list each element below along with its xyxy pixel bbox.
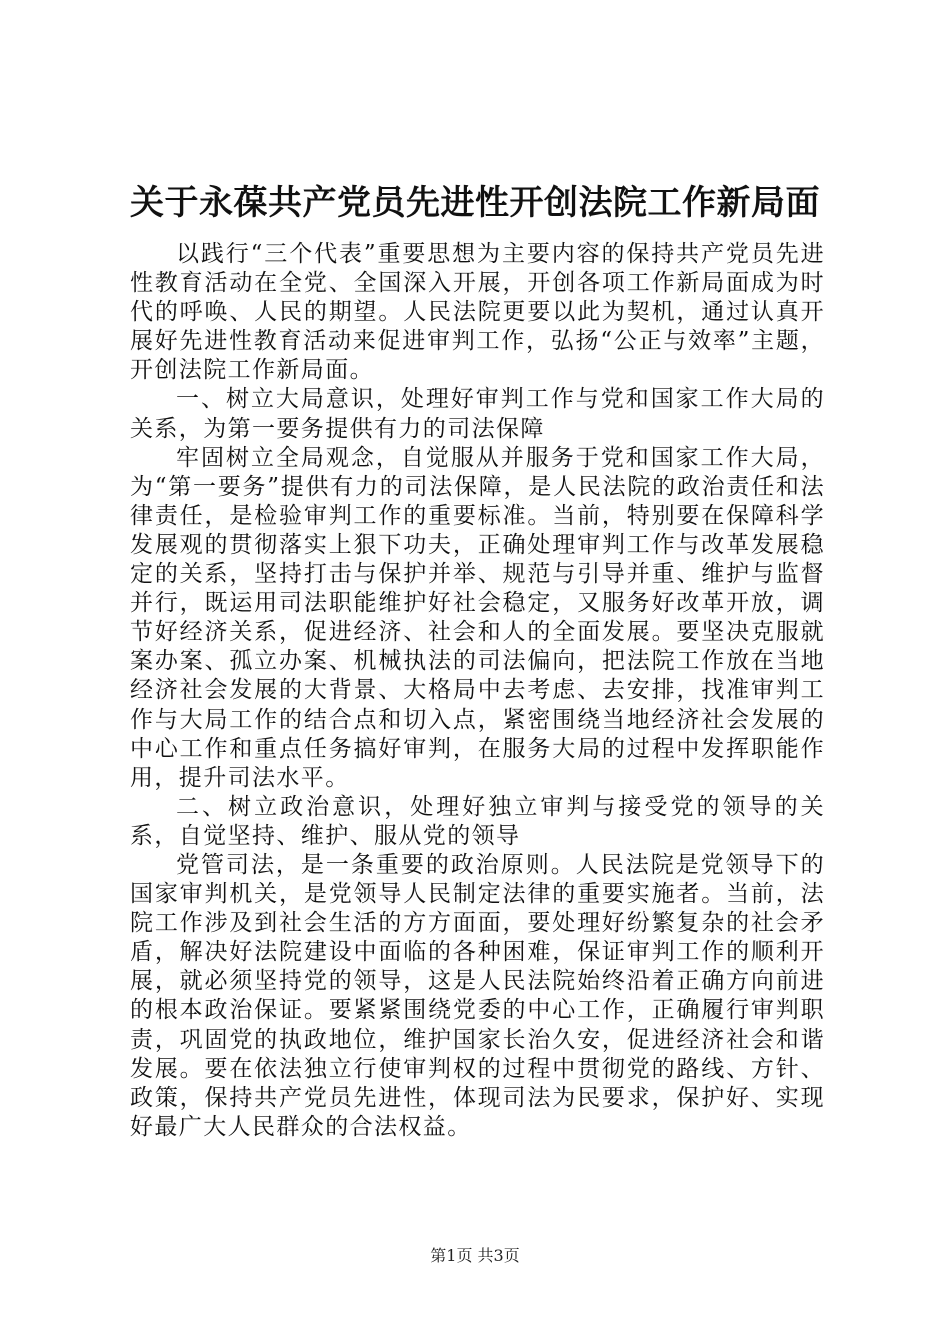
paragraph-intro: 以践行“三个代表”重要思想为主要内容的保持共产党员先进性教育活动在全党、全国深入开展，开创各项工作新局面成为时代的呼唤、人民的期望。人民法院更要以此为契机，通过认真开展好先进性教育活动来促进审判工作，弘扬“公正与效率”主题，开创法院工作新局面。 bbox=[130, 241, 825, 384]
section-heading-2: 二、树立政治意识，处理好独立审判与接受党的领导的关系，自觉坚持、维护、服从党的领导 bbox=[130, 793, 825, 849]
paragraph-section-2: 党管司法，是一条重要的政治原则。人民法院是党领导下的国家审判机关，是党领导人民制定法律的重要实施者。当前，法院工作涉及到社会生活的方方面面，要处理好纷繁复杂的社会矛盾，解决好法院建设中面临的各种困难，保证审判工作的顺利开展，就必须坚持党的领导，这是人民法院始终沿着正确方向前进的根本政治保证。要紧紧围绕党委的中心工作，正确履行审判职责，巩固党的执政地位，维护国家长治久安，促进经济社会和谐发展。要在依法独立行使审判权的过程中贯彻党的路线、方针、政策，保持共产党员先进性，体现司法为民要求，保护好、实现好最广大人民群众的合法权益。 bbox=[130, 851, 825, 1140]
section-heading-1: 一、树立大局意识，处理好审判工作与党和国家工作大局的关系，为第一要务提供有力的司法保障 bbox=[130, 386, 825, 442]
document-title: 关于永葆共产党员先进性开创法院工作新局面 bbox=[130, 183, 820, 223]
paragraph-section-1: 牢固树立全局观念，自觉服从并服务于党和国家工作大局，为“第一要务”提供有力的司法保障，是人民法院的政治责任和法律责任，是检验审判工作的重要标准。当前，特别要在保障科学发展观的贯彻落实上狠下功夫，正确处理审判工作与改革发展稳定的关系，坚持打击与保护并举、规范与引导并重、维护与监督并行，既运用司法职能维护好社会稳定，又服务好改革开放，调节好经济关系，促进经济、社会和人的全面发展。要坚决克服就案办案、孤立办案、机械执法的司法偏向，把法院工作放在当地经济社会发展的大背景、大格局中去考虑、去安排，找准审判工作与大局工作的结合点和切入点，紧密围绕当地经济社会发展的中心工作和重点任务搞好审判，在服务大局的过程中发挥职能作用，提升司法水平。 bbox=[130, 444, 825, 791]
page-number-footer: 第1页 共3页 bbox=[430, 1246, 520, 1265]
document-body bbox=[130, 240, 825, 1142]
